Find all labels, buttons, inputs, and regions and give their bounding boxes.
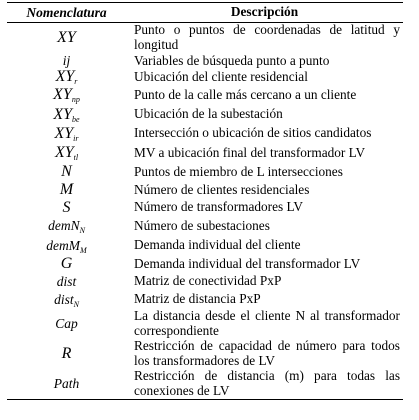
symbol bbox=[48, 218, 85, 233]
header-description: Descripción bbox=[230, 4, 299, 20]
symbol bbox=[61, 163, 72, 180]
symbol-cell bbox=[7, 106, 126, 124]
symbol-subscript: N bbox=[79, 226, 85, 235]
table-body bbox=[7, 23, 403, 399]
description-cell: Número de clientes residenciales bbox=[134, 181, 310, 197]
symbol-subscript: ir bbox=[73, 133, 79, 143]
description-cell: Restricción de capacidad de número para todos los transformadores de LV bbox=[134, 338, 400, 368]
symbol-cell bbox=[7, 273, 126, 291]
table-row bbox=[7, 105, 403, 124]
table-row bbox=[7, 216, 403, 236]
table-row bbox=[7, 163, 403, 181]
table-row bbox=[7, 236, 403, 255]
table-row bbox=[7, 273, 403, 290]
description-cell: Demanda individual del cliente bbox=[134, 237, 301, 253]
symbol-main: M bbox=[59, 181, 74, 198]
symbol-cell bbox=[7, 125, 126, 143]
symbol-main: XY bbox=[53, 105, 73, 123]
symbol bbox=[60, 181, 73, 198]
symbol bbox=[54, 376, 80, 391]
table-row bbox=[7, 339, 403, 369]
symbol-cell bbox=[7, 68, 126, 86]
symbol-main: XY bbox=[55, 68, 75, 85]
description-cell: Ubicación de la subestación bbox=[134, 106, 283, 122]
description-cell: MV a ubicación final del transformador LV bbox=[134, 144, 366, 160]
nomenclature-table bbox=[7, 2, 403, 400]
symbol-cell bbox=[7, 86, 126, 104]
symbol-cell bbox=[7, 144, 126, 162]
table-row bbox=[7, 199, 403, 216]
symbol-subscript: M bbox=[80, 245, 87, 255]
symbol-cell bbox=[7, 345, 126, 363]
symbol bbox=[63, 199, 71, 216]
table-row bbox=[7, 290, 403, 309]
table-row bbox=[7, 181, 403, 199]
symbol-subscript: np bbox=[71, 95, 80, 104]
table-row bbox=[7, 85, 403, 105]
symbol-main: Cap bbox=[55, 316, 78, 331]
symbol bbox=[54, 125, 78, 142]
symbol-main: XY bbox=[54, 144, 74, 161]
symbol bbox=[62, 345, 72, 362]
description-cell: Intersección o ubicación de sitios candidatos bbox=[134, 125, 372, 141]
symbol bbox=[54, 292, 79, 307]
symbol bbox=[56, 68, 78, 85]
description-cell: Número de transformadores LV bbox=[134, 199, 303, 215]
description-cell: Matriz de distancia PxP bbox=[134, 291, 261, 307]
symbol-subscript: r bbox=[74, 77, 78, 86]
symbol-main: R bbox=[61, 345, 72, 362]
symbol-main: XY bbox=[57, 29, 76, 46]
description-cell: Demanda individual del transformador LV bbox=[134, 255, 361, 271]
symbol bbox=[53, 106, 79, 123]
symbol-main: XY bbox=[53, 86, 72, 103]
header-nomenclature: Nomenclatura bbox=[26, 4, 107, 20]
symbol-main: dist bbox=[54, 291, 74, 307]
symbol-main: N bbox=[61, 163, 72, 180]
symbol-subscript: be bbox=[72, 114, 80, 124]
table-row bbox=[7, 369, 403, 399]
symbol-cell bbox=[7, 255, 126, 273]
symbol-cell bbox=[7, 29, 126, 47]
table-row bbox=[7, 143, 403, 163]
table-row bbox=[7, 53, 403, 69]
symbol bbox=[55, 144, 78, 161]
description-cell: Puntos de miembro de L intersecciones bbox=[134, 163, 343, 179]
symbol-cell bbox=[7, 181, 126, 199]
symbol-subscript: tl bbox=[73, 153, 79, 162]
bottom-rule bbox=[7, 399, 403, 400]
symbol-cell bbox=[7, 315, 126, 333]
table-row bbox=[7, 309, 403, 339]
symbol bbox=[63, 53, 71, 68]
symbol bbox=[55, 316, 78, 331]
symbol-main: demM bbox=[46, 237, 81, 253]
symbol-cell bbox=[7, 237, 126, 255]
symbol-main: G bbox=[60, 255, 73, 272]
description-cell: Punto o puntos de coordenadas de latitud y longitud bbox=[134, 22, 400, 52]
symbol-cell bbox=[7, 217, 126, 235]
symbol bbox=[53, 86, 80, 103]
table-row bbox=[7, 69, 403, 85]
table-row bbox=[7, 124, 403, 143]
symbol-main: S bbox=[62, 198, 71, 216]
symbol-main: demN bbox=[48, 218, 80, 233]
description-cell: Variables de búsqueda punto a punto bbox=[134, 52, 330, 68]
symbol-main: ij bbox=[62, 53, 71, 68]
symbol-cell bbox=[7, 291, 126, 309]
table-row bbox=[7, 23, 403, 53]
header-row bbox=[7, 3, 403, 22]
symbol-main: dist bbox=[56, 273, 77, 289]
symbol-cell bbox=[7, 375, 126, 393]
symbol bbox=[57, 29, 76, 46]
description-cell: Restricción de distancia (m) para todas las conexiones de LV bbox=[134, 368, 400, 398]
symbol-cell bbox=[7, 163, 126, 181]
description-cell: Número de subestaciones bbox=[134, 217, 270, 233]
description-cell: Punto de la calle más cercano a un cliente bbox=[134, 86, 357, 102]
symbol-main: XY bbox=[54, 124, 74, 142]
table-row bbox=[7, 255, 403, 273]
symbol-cell bbox=[7, 199, 126, 217]
description-cell: Ubicación del cliente residencial bbox=[134, 68, 308, 84]
description-cell: La distancia desde el cliente N al transformador correspondiente bbox=[134, 308, 400, 338]
symbol bbox=[46, 238, 86, 253]
description-cell: Matriz de conectividad PxP bbox=[134, 273, 282, 289]
symbol-subscript: N bbox=[73, 299, 79, 309]
symbol bbox=[61, 255, 73, 272]
symbol bbox=[57, 274, 77, 289]
symbol-main: Path bbox=[53, 376, 80, 391]
